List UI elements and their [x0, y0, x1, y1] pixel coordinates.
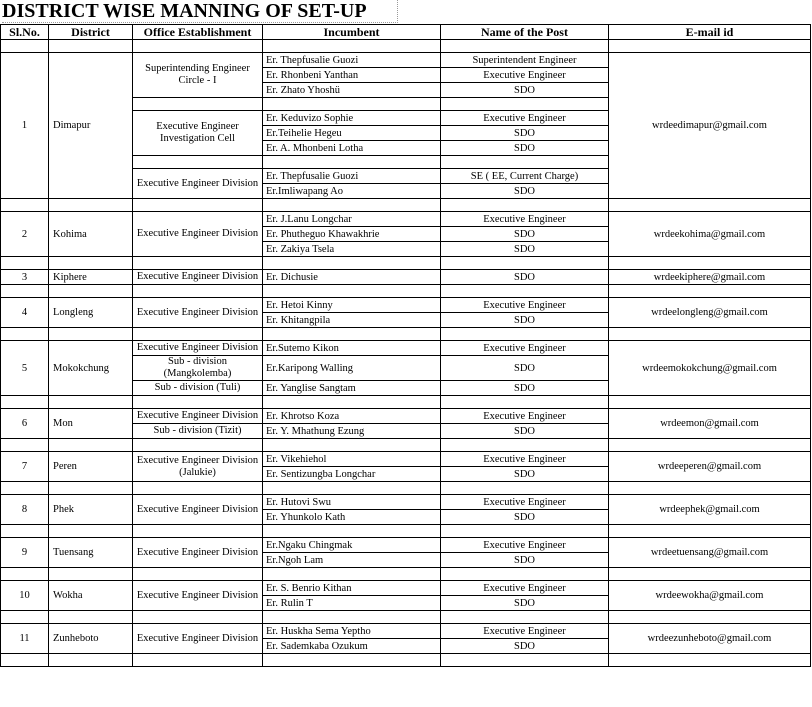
post-name: SDO — [441, 184, 609, 199]
serial-number: 6 — [1, 409, 49, 439]
empty-cell — [441, 568, 609, 581]
incumbent-name: Er. Yanglise Sangtam — [263, 381, 441, 396]
empty-cell — [49, 257, 133, 270]
empty-cell — [609, 654, 811, 667]
incumbent-name: Er.Sutemo Kikon — [263, 341, 441, 356]
office-establishment: Executive Engineer Division — [133, 270, 263, 285]
post-name: Executive Engineer — [441, 581, 609, 596]
email-id: wrdeelongleng@gmail.com — [609, 298, 811, 328]
post-name: SE ( EE, Current Charge) — [441, 169, 609, 184]
post-name: SDO — [441, 313, 609, 328]
email-id: wrdeemon@gmail.com — [609, 409, 811, 439]
email-id: wrdeedimapur@gmail.com — [609, 53, 811, 199]
district-name: Mokokchung — [49, 341, 133, 396]
empty-cell — [1, 611, 49, 624]
post-name: SDO — [441, 510, 609, 525]
district-name: Mon — [49, 409, 133, 439]
post-name: SDO — [441, 83, 609, 98]
office-establishment: Executive Engineer Division — [133, 581, 263, 611]
empty-cell — [609, 199, 811, 212]
email-id: wrdeekohima@gmail.com — [609, 212, 811, 257]
post-name: SDO — [441, 424, 609, 439]
table-row — [1, 53, 811, 68]
post-name: Executive Engineer — [441, 298, 609, 313]
empty-cell — [609, 328, 811, 341]
empty-cell — [609, 285, 811, 298]
office-establishment: Executive Engineer Division (Jalukie) — [133, 452, 263, 482]
serial-number: 8 — [1, 495, 49, 525]
office-establishment: Sub - division (Tizit) — [133, 424, 263, 439]
serial-number: 1 — [1, 53, 49, 199]
office-establishment: Executive Engineer Division — [133, 212, 263, 257]
post-name: Executive Engineer — [441, 624, 609, 639]
empty-cell — [1, 482, 49, 495]
serial-number: 3 — [1, 270, 49, 285]
incumbent-name: Er. Huskha Sema Yeptho — [263, 624, 441, 639]
district-name: Tuensang — [49, 538, 133, 568]
incumbent-name: Er. Thepfusalie Guozi — [263, 53, 441, 68]
empty-cell — [133, 257, 263, 270]
empty-cell — [1, 199, 49, 212]
table-row — [1, 581, 811, 596]
email-id: wrdeezunheboto@gmail.com — [609, 624, 811, 654]
empty-cell — [49, 568, 133, 581]
incumbent-name: Er. Hutovi Swu — [263, 495, 441, 510]
empty-cell — [263, 257, 441, 270]
empty-cell — [441, 328, 609, 341]
incumbent-name: Er. Phutheguo Khawakhrie — [263, 227, 441, 242]
incumbent-name: Er.Ngaku Chingmak — [263, 538, 441, 553]
spacer-row — [1, 285, 811, 298]
empty-cell — [1, 568, 49, 581]
spacer-row — [1, 199, 811, 212]
email-id: wrdeewokha@gmail.com — [609, 581, 811, 611]
empty-cell — [1, 257, 49, 270]
incumbent-name: Er. Keduvizo Sophie — [263, 111, 441, 126]
empty-cell — [263, 156, 441, 169]
empty-cell — [609, 40, 811, 53]
office-establishment: Executive Engineer Division — [133, 169, 263, 199]
post-name: Executive Engineer — [441, 111, 609, 126]
post-name: Executive Engineer — [441, 341, 609, 356]
table-row — [1, 212, 811, 227]
serial-number: 7 — [1, 452, 49, 482]
table-row — [1, 298, 811, 313]
incumbent-name: Er. Zhato Yhoshü — [263, 83, 441, 98]
empty-cell — [441, 257, 609, 270]
post-name: SDO — [441, 356, 609, 381]
district-name: Kohima — [49, 212, 133, 257]
incumbent-name: Er. Vikehiehol — [263, 452, 441, 467]
post-name: SDO — [441, 639, 609, 654]
empty-cell — [609, 396, 811, 409]
empty-cell — [441, 40, 609, 53]
post-name: SDO — [441, 381, 609, 396]
empty-cell — [441, 98, 609, 111]
table-row — [1, 341, 811, 356]
empty-cell — [133, 328, 263, 341]
table-body — [1, 40, 811, 667]
serial-number: 11 — [1, 624, 49, 654]
serial-number: 9 — [1, 538, 49, 568]
incumbent-name: Er. Dichusie — [263, 270, 441, 285]
spacer-row — [1, 257, 811, 270]
header-office: Office Establishment — [133, 25, 263, 40]
serial-number: 4 — [1, 298, 49, 328]
empty-cell — [609, 611, 811, 624]
empty-cell — [49, 285, 133, 298]
district-name: Longleng — [49, 298, 133, 328]
incumbent-name: Er. J.Lanu Longchar — [263, 212, 441, 227]
empty-cell — [609, 439, 811, 452]
incumbent-name: Er. Khitangpila — [263, 313, 441, 328]
post-name: Executive Engineer — [441, 68, 609, 83]
empty-cell — [133, 396, 263, 409]
office-establishment: Executive Engineer Division — [133, 495, 263, 525]
empty-cell — [1, 328, 49, 341]
empty-cell — [49, 611, 133, 624]
office-establishment: Executive Engineer Division — [133, 298, 263, 328]
empty-cell — [49, 396, 133, 409]
district-name: Phek — [49, 495, 133, 525]
office-establishment: Executive Engineer Division — [133, 538, 263, 568]
spacer-row — [1, 328, 811, 341]
empty-cell — [441, 439, 609, 452]
incumbent-name: Er. Sentizungba Longchar — [263, 467, 441, 482]
manning-table — [0, 24, 811, 667]
empty-cell — [133, 654, 263, 667]
empty-cell — [49, 439, 133, 452]
incumbent-name: Er. Yhunkolo Kath — [263, 510, 441, 525]
district-name: Dimapur — [49, 53, 133, 199]
post-name: Executive Engineer — [441, 452, 609, 467]
district-name: Wokha — [49, 581, 133, 611]
header-district: District — [49, 25, 133, 40]
table-row — [1, 409, 811, 424]
spacer-row — [1, 611, 811, 624]
table-row — [1, 452, 811, 467]
spacer-row — [1, 40, 811, 53]
empty-cell — [441, 611, 609, 624]
post-name: SDO — [441, 242, 609, 257]
header-email: E-mail id — [609, 25, 811, 40]
empty-cell — [1, 40, 49, 53]
empty-cell — [49, 40, 133, 53]
spacer-row — [1, 439, 811, 452]
incumbent-name: Er.Karipong Walling — [263, 356, 441, 381]
empty-cell — [263, 199, 441, 212]
incumbent-name: Er. Rulin T — [263, 596, 441, 611]
incumbent-name: Er. Y. Mhathung Ezung — [263, 424, 441, 439]
empty-cell — [1, 654, 49, 667]
header-sl-no: Sl.No. — [1, 25, 49, 40]
empty-cell — [441, 654, 609, 667]
district-name: Zunheboto — [49, 624, 133, 654]
incumbent-name: Er. Thepfusalie Guozi — [263, 169, 441, 184]
post-name: Superintendent Engineer — [441, 53, 609, 68]
header-post: Name of the Post — [441, 25, 609, 40]
empty-cell — [263, 396, 441, 409]
district-name: Peren — [49, 452, 133, 482]
incumbent-name: Er. Rhonbeni Yanthan — [263, 68, 441, 83]
empty-cell — [1, 439, 49, 452]
office-establishment: Sub - division (Mangkolemba) — [133, 356, 263, 381]
empty-cell — [263, 439, 441, 452]
empty-cell — [133, 568, 263, 581]
empty-cell — [263, 285, 441, 298]
office-establishment: Sub - division (Tuli) — [133, 381, 263, 396]
empty-cell — [263, 482, 441, 495]
incumbent-name: Er. Zakiya Tsela — [263, 242, 441, 257]
incumbent-name: Er. S. Benrio Kithan — [263, 581, 441, 596]
empty-cell — [263, 525, 441, 538]
table-row — [1, 624, 811, 639]
empty-cell — [49, 525, 133, 538]
office-establishment: Executive Engineer Investigation Cell — [133, 111, 263, 156]
table-row — [1, 538, 811, 553]
empty-cell — [441, 285, 609, 298]
empty-cell — [609, 482, 811, 495]
empty-cell — [441, 156, 609, 169]
page-title: DISTRICT WISE MANNING OF SET-UP — [2, 0, 398, 23]
post-name: Executive Engineer — [441, 538, 609, 553]
post-name: Executive Engineer — [441, 495, 609, 510]
email-id: wrdeetuensang@gmail.com — [609, 538, 811, 568]
empty-cell — [133, 156, 263, 169]
empty-cell — [133, 40, 263, 53]
office-establishment: Superintending Engineer Circle - I — [133, 53, 263, 98]
empty-cell — [49, 654, 133, 667]
empty-cell — [441, 199, 609, 212]
post-name: SDO — [441, 141, 609, 156]
spacer-row — [1, 525, 811, 538]
email-id: wrdeeperen@gmail.com — [609, 452, 811, 482]
serial-number: 5 — [1, 341, 49, 396]
empty-cell — [263, 654, 441, 667]
table-row — [1, 270, 811, 285]
empty-cell — [441, 396, 609, 409]
empty-cell — [133, 98, 263, 111]
empty-cell — [133, 285, 263, 298]
empty-cell — [441, 525, 609, 538]
empty-cell — [609, 568, 811, 581]
empty-cell — [1, 396, 49, 409]
empty-cell — [49, 482, 133, 495]
incumbent-name: Er. A. Mhonbeni Lotha — [263, 141, 441, 156]
incumbent-name: Er. Sademkaba Ozukum — [263, 639, 441, 654]
post-name: SDO — [441, 467, 609, 482]
incumbent-name: Er.Imliwapang Ao — [263, 184, 441, 199]
post-name: Executive Engineer — [441, 409, 609, 424]
empty-cell — [133, 611, 263, 624]
spacer-row — [1, 482, 811, 495]
email-id: wrdeephek@gmail.com — [609, 495, 811, 525]
post-name: Executive Engineer — [441, 212, 609, 227]
header-incumbent: Incumbent — [263, 25, 441, 40]
district-name: Kiphere — [49, 270, 133, 285]
empty-cell — [263, 328, 441, 341]
post-name: SDO — [441, 553, 609, 568]
office-establishment: Executive Engineer Division — [133, 409, 263, 424]
empty-cell — [263, 98, 441, 111]
empty-cell — [133, 199, 263, 212]
office-establishment: Executive Engineer Division — [133, 341, 263, 356]
email-id: wrdeekiphere@gmail.com — [609, 270, 811, 285]
incumbent-name: Er.Ngoh Lam — [263, 553, 441, 568]
post-name: SDO — [441, 227, 609, 242]
spacer-row — [1, 568, 811, 581]
empty-cell — [263, 611, 441, 624]
post-name: SDO — [441, 270, 609, 285]
empty-cell — [609, 257, 811, 270]
email-id: wrdeemokokchung@gmail.com — [609, 341, 811, 396]
empty-cell — [1, 525, 49, 538]
empty-cell — [49, 199, 133, 212]
office-establishment: Executive Engineer Division — [133, 624, 263, 654]
post-name: SDO — [441, 596, 609, 611]
serial-number: 2 — [1, 212, 49, 257]
empty-cell — [609, 525, 811, 538]
empty-cell — [263, 40, 441, 53]
serial-number: 10 — [1, 581, 49, 611]
empty-cell — [133, 525, 263, 538]
incumbent-name: Er. Khrotso Koza — [263, 409, 441, 424]
empty-cell — [263, 568, 441, 581]
empty-cell — [1, 285, 49, 298]
spacer-row — [1, 654, 811, 667]
empty-cell — [133, 482, 263, 495]
spacer-row — [1, 396, 811, 409]
incumbent-name: Er. Hetoi Kinny — [263, 298, 441, 313]
post-name: SDO — [441, 126, 609, 141]
table-row — [1, 495, 811, 510]
incumbent-name: Er.Teihelie Hegeu — [263, 126, 441, 141]
empty-cell — [49, 328, 133, 341]
empty-cell — [133, 439, 263, 452]
empty-cell — [441, 482, 609, 495]
